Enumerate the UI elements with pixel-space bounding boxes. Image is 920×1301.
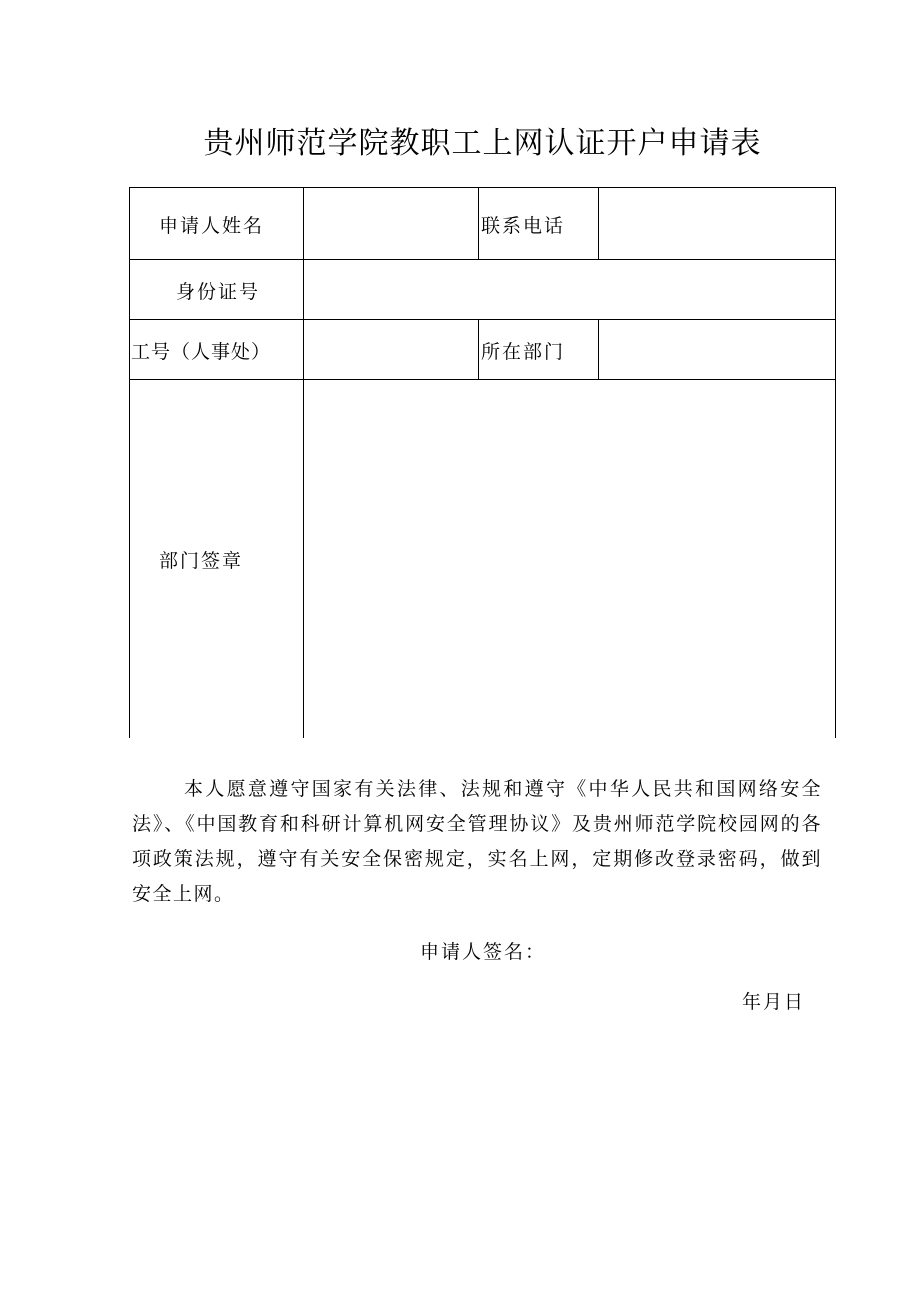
staff-id-field[interactable] bbox=[304, 320, 478, 379]
table-left-border bbox=[129, 187, 130, 738]
applicant-signature-label: 申请人签名： bbox=[420, 941, 547, 963]
id-number-field[interactable] bbox=[304, 260, 835, 319]
phone-label: 联系电话 bbox=[481, 215, 566, 237]
staff-id-label: 工号（人事处） bbox=[131, 341, 272, 363]
department-label: 所在部门 bbox=[481, 341, 566, 363]
page-title: 贵州师范学院教职工上网认证开户申请表 bbox=[203, 126, 762, 161]
department-seal-area[interactable] bbox=[304, 380, 835, 738]
department-seal-label: 部门签章 bbox=[159, 550, 244, 572]
table-right-border bbox=[835, 187, 836, 738]
date-label: 年月日 bbox=[742, 991, 806, 1013]
applicant-name-field[interactable] bbox=[304, 188, 478, 259]
applicant-name-label: 申请人姓名 bbox=[159, 215, 265, 237]
phone-field[interactable] bbox=[599, 188, 835, 259]
id-number-label: 身份证号 bbox=[176, 281, 261, 303]
pledge-paragraph: 本人愿意遵守国家有关法律、法规和遵守《中华人民共和国网络安全法》、《中国教育和科研计算机网安全管理协议》及贵州师范学院校园网的各项政策法规，遵守有关安全保密规定，实名上网，定期修改登录密码，做到安全上网。 bbox=[132, 778, 822, 905]
department-field[interactable] bbox=[599, 320, 835, 379]
table-mid-divider-row1 bbox=[478, 187, 479, 260]
table-mid-divider-row3 bbox=[478, 319, 479, 380]
